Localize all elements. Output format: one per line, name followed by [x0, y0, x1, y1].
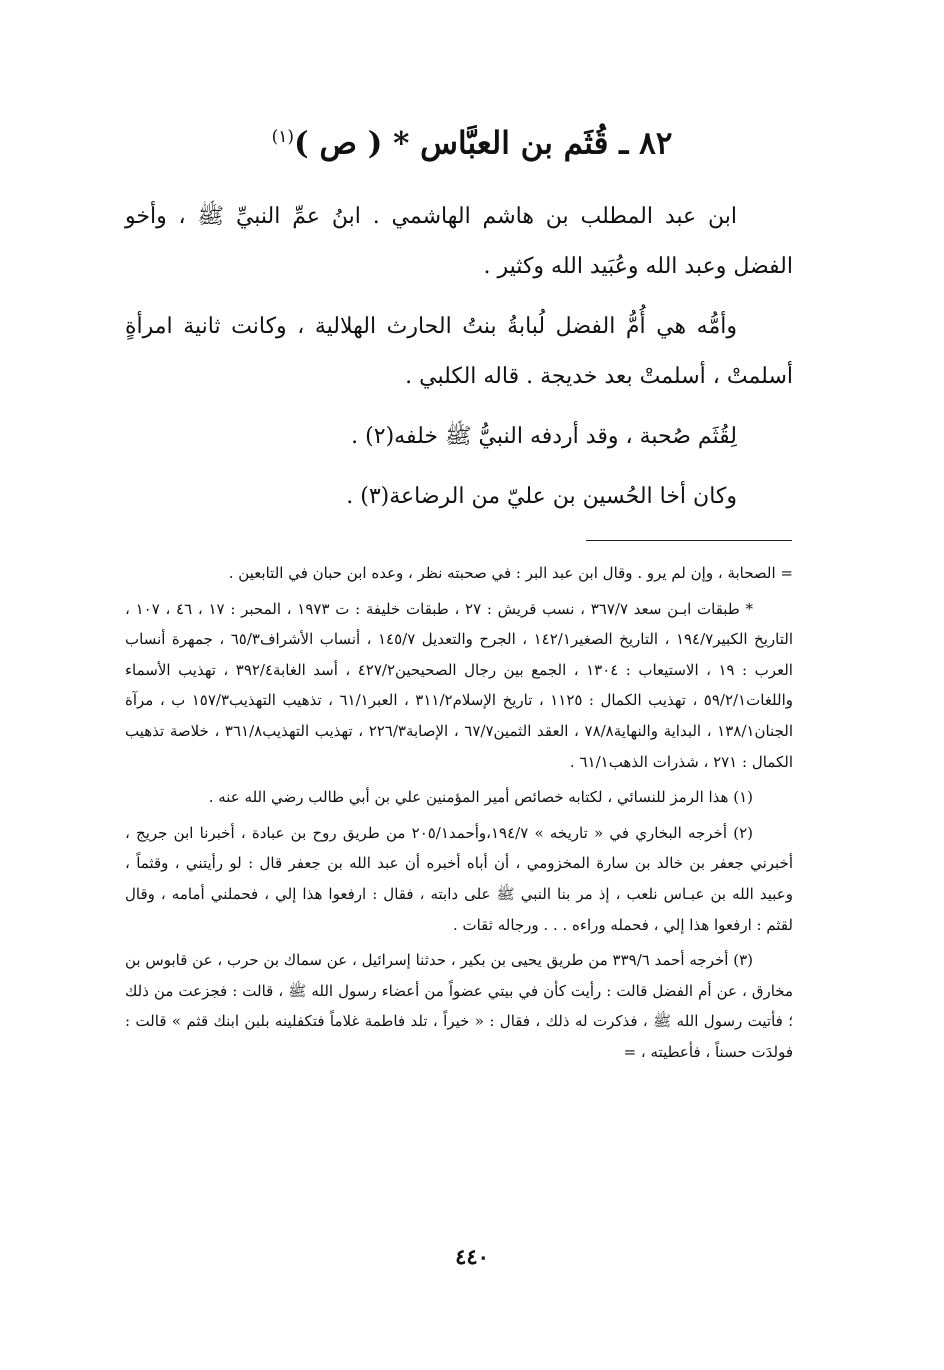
- footnote-2: (٢) أخرجه البخاري في « تاريخه » ١٩٤/٧،وأحمد٢٠٥/١ من طريق روح بن عبادة ، أخبرنا ابن جريج ، أخبرني جعفر بن خالد بن سارة المخزومي ، أن أباه أخبره أن عبد الله بن جعفر قال : لو رأيتني ، وقثماً ، وعبيد الله بن عبـاس نلعب ، إذ مر بنا النبي ﷺ على دابته ، فقال : ارفعوا هذا إلي ، فحملني أمامه ، وقال لقثم : ارفعوا هذا إلي ، فحمله وراءه . . . ورجاله ثقات .: [125, 823, 793, 934]
- footnote-continuation: = الصحابة ، وإن لم يرو . وقال ابن عبد البر : في صحبته نظر ، وعده ابن حبان في التابعين .: [228, 564, 793, 582]
- footnotes: [125, 558, 793, 1073]
- title-text: ٨٢ ـ قُثَم بن العبَّاس * ( ص ): [293, 125, 673, 162]
- body-paragraph-mother: وأمُّه هي أُمُّ الفضل لُبابةُ بنتُ الحارث الهلالية ، وكانت ثانية امرأةٍ أسلمتْ ، أسلمتْ بعد خديجة . قاله الكلبي .: [125, 314, 793, 389]
- footnote-3: (٣) أخرجه أحمد ٣٣٩/٦ من طريق يحيى بن بكير ، حدثنا إسرائيل ، عن سماك بن حرب ، عن قابوس بن مخارق ، عن أم الفضل قالت : رأيت كأن في بيتي عضواً من أعضاء رسول الله ﷺ ، قالت : فجزعت من ذلك ؛ فأتيت رسول الله ﷺ ، فذكرت له ذلك ، فقال : « خيراً ، تلد فاطمة غلاماً فتكفلينه بلبن ابنك قثم » قالت : فولدَت حسناً ، فأعطيته ، =: [125, 951, 793, 1061]
- title-footnote-ref: (١): [271, 126, 294, 147]
- main-text: [125, 192, 793, 522]
- body-paragraph-companionship: لِقُثَم صُحبة ، وقد أردفه النبيُّ ﷺ خلفه(٢) .: [351, 424, 737, 449]
- footnote-sources: * طبقات ابـن سعد ٣٦٧/٧ ، نسب قريش : ٢٧ ، طبقات خليفة : ت ١٩٧٣ ، المحبر : ١٧ ، ٤٦ ، ١٠٧ ، التاريخ الكبير١٩٤/٧ ، التاريخ الصغير١٤٢/١ ، الجرح والتعديل ١٤٥/٧ ، أنساب الأشراف٦٥/٣ ، جمهرة أنساب العرب : ١٩ ، الاستيعاب : ١٣٠٤ ، الجمع بين رجال الصحيحين٤٢٧/٢ ، أسد الغابة٣٩٢/٤ ، تهذيب الأسماء واللغات٥٩/٢/١ ، تهذيب الكمال : ١١٢٥ ، تاريخ الإسلام٣١١/٢ ، العبر٦١/١ ، تذهيب التهذيب١٥٧/٣ ب ، مرآة الجنان١٣٨/١ ، البداية والنهاية٧٨/٨ ، العقد الثمين٦٧/٧ ، الإصابة٢٢٦/٣ ، تهذيب التهذيب٣٦١/٨ ، خلاصة تذهيب الكمال : ٢٧١ ، شذرات الذهب٦١/١ .: [125, 599, 793, 771]
- footnote-divider: [586, 540, 792, 541]
- body-paragraph-fosterage: وكان أخا الحُسين بن عليّ من الرضاعة(٣) .: [346, 484, 737, 509]
- body-paragraph-lineage: ابن عبد المطلب بن هاشم الهاشمي . ابنُ عمِّ النبيِّ ﷺ ، وأخو الفضل وعبد الله وعُبَيد الله وكثير .: [125, 204, 793, 279]
- biography-title: [0, 117, 944, 163]
- page-number: ٤٤٠: [455, 1244, 489, 1269]
- footnote-1: (١) هذا الرمز للنسائي ، لكتابه خصائص أمير المؤمنين علي بن أبي طالب رضي الله عنه .: [208, 788, 753, 807]
